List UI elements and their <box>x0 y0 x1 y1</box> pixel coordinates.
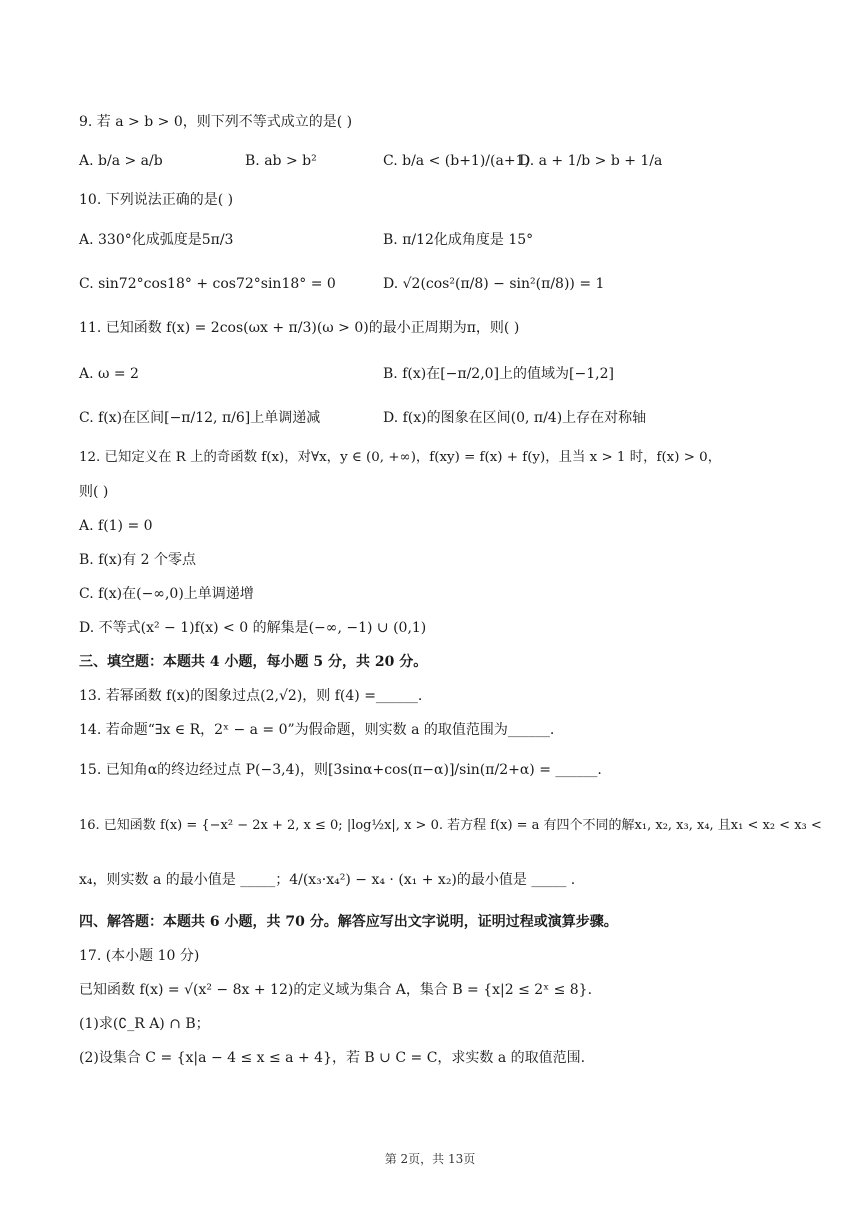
question-15: 15. 已知角α的终边经过点 P(−3,4)，则[3sinα+cos(π−α)]/sin(π/2+α) = ______. <box>79 762 602 778</box>
question-9-option-a: A. b/a > a/b <box>79 153 163 169</box>
question-16-line2: x₄，则实数 a 的最小值是 _____；4/(x₃·x₄²) − x₄ · (x₁ + x₂)的最小值是 _____ . <box>79 872 576 888</box>
question-16-line1: 16. 已知函数 f(x) = {−x² − 2x + 2, x ≤ 0; |log½x|, x > 0. 若方程 f(x) = a 有四个不同的解x₁, x₂, x₃, x₄, 且x₁ < x₂ < x₃ < <box>79 818 822 833</box>
question-12-stem-line1: 12. 已知定义在 R 上的奇函数 f(x)，对∀x，y ∈ (0, +∞)，f(xy) = f(x) + f(y)，且当 x > 1 时，f(x) > 0， <box>79 450 722 465</box>
question-9-option-b: B. ab > b² <box>245 153 317 169</box>
question-11-option-d: D. f(x)的图象在区间(0, π/4)上存在对称轴 <box>383 410 647 426</box>
question-12-option-a: A. f(1) = 0 <box>79 518 153 534</box>
page-footer: 第 2页，共 13页 <box>384 1152 476 1166</box>
section-3-heading: 三、填空题：本题共 4 小题，每小题 5 分，共 20 分。 <box>79 654 428 670</box>
question-9-option-d: D. a + 1/b > b + 1/a <box>519 153 663 169</box>
question-11-option-c: C. f(x)在区间[−π/12, π/6]上单调递减 <box>79 410 321 426</box>
question-12-option-c: C. f(x)在(−∞,0)上单调递增 <box>79 586 254 602</box>
question-14: 14. 若命题“∃x ∈ R，2ˣ − a = 0”为假命题，则实数 a 的取值范围为______. <box>79 722 555 738</box>
question-10-stem: 10. 下列说法正确的是( ) <box>79 192 234 208</box>
section-4-heading: 四、解答题：本题共 6 小题，共 70 分。解答应写出文字说明，证明过程或演算步骤。 <box>79 914 618 930</box>
question-11-option-b: B. f(x)在[−π/2,0]上的值域为[−1,2] <box>383 366 614 382</box>
question-13: 13. 若幂函数 f(x)的图象过点(2,√2)，则 f(4) =______. <box>79 688 423 704</box>
question-10-option-c: C. sin72°cos18° + cos72°sin18° = 0 <box>79 276 336 292</box>
question-10-option-d: D. √2(cos²(π/8) − sin²(π/8)) = 1 <box>383 276 605 292</box>
question-10-option-b: B. π/12化成角度是 15° <box>383 232 534 248</box>
question-10-option-a: A. 330°化成弧度是5π/3 <box>79 232 234 248</box>
question-12-option-d: D. 不等式(x² − 1)f(x) < 0 的解集是(−∞, −1) ∪ (0,1) <box>79 620 427 636</box>
question-9-option-c: C. b/a < (b+1)/(a+1) <box>383 153 530 169</box>
question-11-stem: 11. 已知函数 f(x) = 2cos(ωx + π/3)(ω > 0)的最小正周期为π，则( ) <box>79 320 520 336</box>
question-12-option-b: B. f(x)有 2 个零点 <box>79 552 196 568</box>
question-17-part-2: (2)设集合 C = {x|a − 4 ≤ x ≤ a + 4}，若 B ∪ C = C，求实数 a 的取值范围. <box>79 1050 586 1066</box>
question-17-header: 17. (本小题 10 分) <box>79 948 200 964</box>
question-12-stem-line2: 则( ) <box>79 484 109 500</box>
question-11-option-a: A. ω = 2 <box>79 366 139 382</box>
question-17-stem: 已知函数 f(x) = √(x² − 8x + 12)的定义域为集合 A，集合 B = {x|2 ≤ 2ˣ ≤ 8}. <box>79 982 593 998</box>
question-17-part-1: (1)求(∁_R A) ∩ B； <box>79 1016 210 1032</box>
question-9-stem: 9. 若 a > b > 0，则下列不等式成立的是( ) <box>79 114 353 130</box>
